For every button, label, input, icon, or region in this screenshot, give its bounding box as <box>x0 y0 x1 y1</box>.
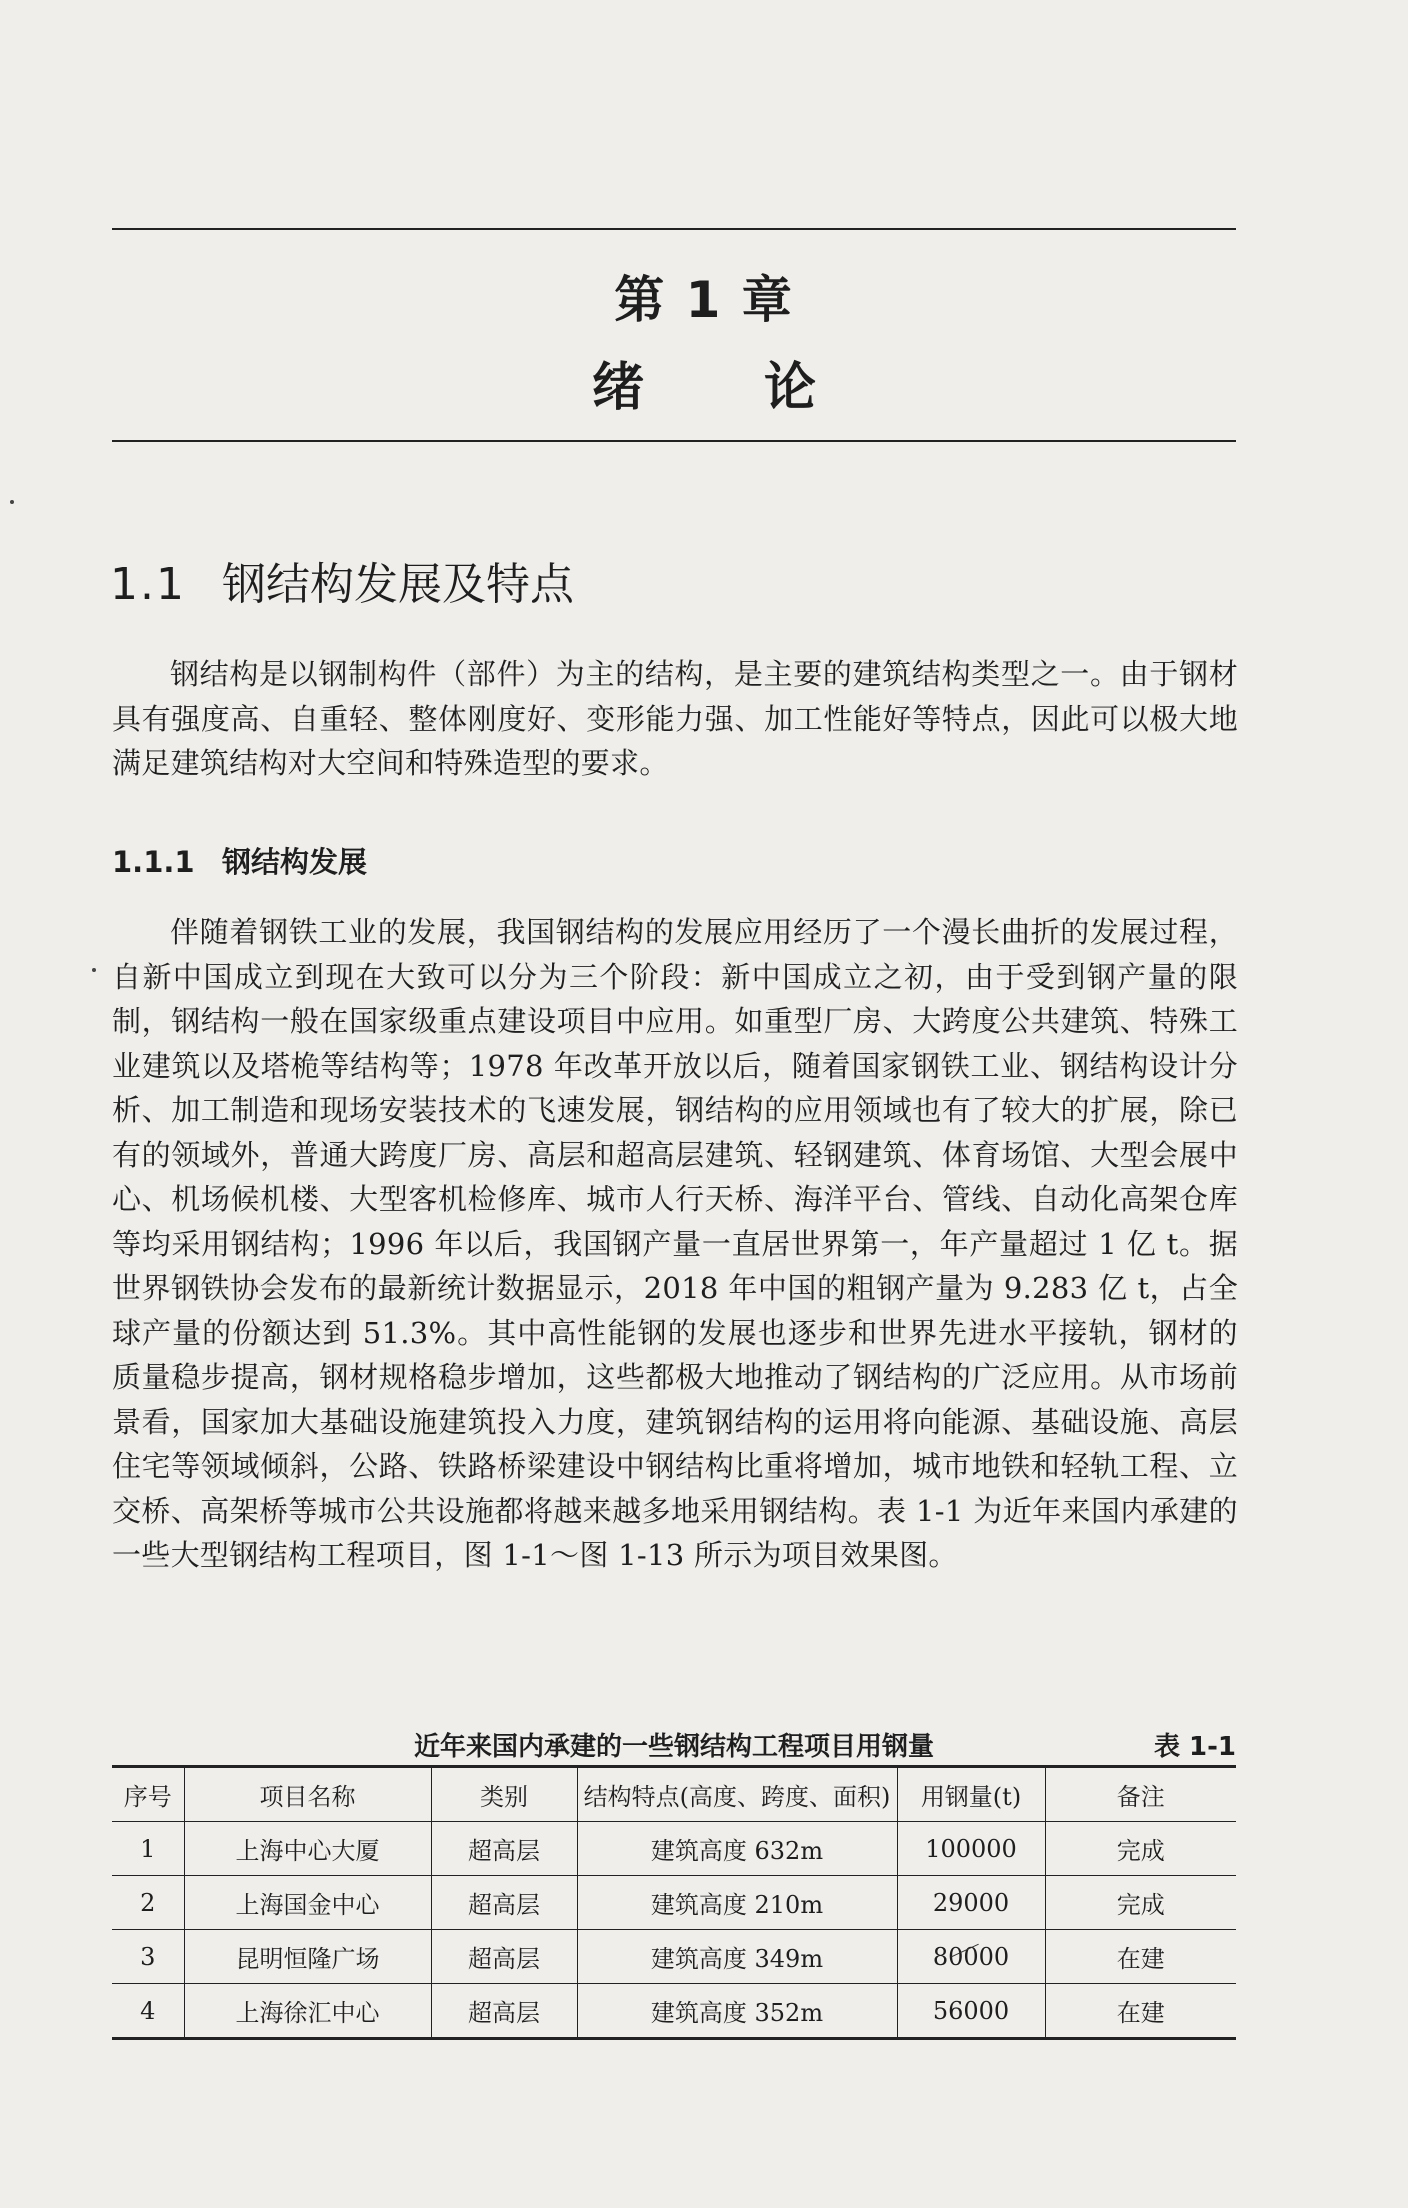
header-cell: 备注 <box>1045 1767 1236 1822</box>
intro-paragraph: 钢结构是以钢制构件（部件）为主的结构，是主要的建筑结构类型之一。由于钢材具有强度高、自重轻、整体刚度好、变形能力强、加工性能好等特点，因此可以极大地满足建筑结构对大空间和特殊造型的要求。 <box>112 657 1238 780</box>
body-paragraph: 伴随着钢铁工业的发展，我国钢结构的发展应用经历了一个漫长曲折的发展过程，自新中国成立到现在大致可以分为三个阶段：新中国成立之初，由于受到钢产量的限制，钢结构一般在国家级重点建设项目中应用。如重型厂房、大跨度公共建筑、特殊工业建筑以及塔桅等结构等；1978 年改革开放以后，随着国家钢铁工业、钢结构设计分析、加工制造和现场安装技术的飞速发展，钢结构的应用领域也有了较大的扩展，除已有的领域外，普通大跨度厂房、高层和超高层建筑、轻钢建筑、体育场馆、大型会展中心、机场候机楼、大型客机检修库、城市人行天桥、海洋平台、管线、自动化高架仓库等均采用钢结构；1996 年以后，我国钢产量一直居世界第一，年产量超过 1 亿 t。据世界钢铁协会发布的最新统计数据显示，2018 年中国的粗钢产量为 9.283 亿 t，占全球产量的份额达到 51.3%。其中高性能钢的发展也逐步和世界先进水平接轨，钢材的质量稳步提高，钢材规格稳步增加，这些都极大地推动了钢结构的广泛应用。从市场前景看，国家加大基础设施建筑投入力度，建筑钢结构的运用将向能源、基础设施、高层住宅等领域倾斜，公路、铁路桥梁建设中钢结构比重将增加，城市地铁和轻轨工程、立交桥、高架桥等城市公共设施都将越来越多地采用钢结构。表 1-1 为近年来国内承建的一些大型钢结构工程项目，图 1-1～图 1-13 所示为项目效果图。 <box>112 915 1238 1572</box>
table-cell: 完成 <box>1045 1822 1236 1876</box>
table-cell: 完成 <box>1045 1876 1236 1930</box>
table-row <box>112 1822 1236 1876</box>
speck <box>92 968 96 972</box>
table-cell: 2 <box>112 1876 184 1930</box>
steel-usage-table <box>112 1765 1236 2040</box>
table-row <box>112 1930 1236 1984</box>
table-cell: 80000 <box>897 1930 1045 1984</box>
table-caption <box>112 1726 1236 1766</box>
table-cell: 100000 <box>897 1822 1045 1876</box>
table-cell: 3 <box>112 1930 184 1984</box>
table-cell: 上海国金中心 <box>184 1876 431 1930</box>
table-cell: 超高层 <box>431 1876 577 1930</box>
section-number: 1.1 <box>110 559 186 610</box>
top-rule <box>112 228 1236 230</box>
table-cell: 29000 <box>897 1876 1045 1930</box>
table-cell: 在建 <box>1045 1930 1236 1984</box>
table-cell: 超高层 <box>431 1822 577 1876</box>
subsection-number: 1.1.1 <box>112 845 195 879</box>
table-header-row <box>112 1767 1236 1822</box>
table-label: 表 1-1 <box>1153 1732 1236 1762</box>
table-title: 近年来国内承建的一些钢结构工程项目用钢量 <box>413 1732 934 1762</box>
table-cell: 超高层 <box>431 1984 577 2039</box>
header-cell: 项目名称 <box>184 1767 431 1822</box>
table-cell: 4 <box>112 1984 184 2039</box>
table-cell: 56000 <box>897 1984 1045 2039</box>
section-heading <box>110 548 574 612</box>
table-cell: 昆明恒隆广场 <box>184 1930 431 1984</box>
table-row <box>112 1984 1236 2039</box>
table-cell: 1 <box>112 1822 184 1876</box>
chapter-number: 第 1 章 <box>614 271 794 329</box>
table-cell: 建筑高度 632m <box>577 1822 897 1876</box>
header-cell: 结构特点(高度、跨度、面积) <box>577 1767 897 1822</box>
table-cell: 建筑高度 352m <box>577 1984 897 2039</box>
table-cell: 建筑高度 349m <box>577 1930 897 1984</box>
table-cell: 超高层 <box>431 1930 577 1984</box>
header-cell: 序号 <box>112 1767 184 1822</box>
table-cell: 上海徐汇中心 <box>184 1984 431 2039</box>
section-title: 钢结构发展及特点 <box>222 559 574 610</box>
bottom-rule <box>112 440 1236 442</box>
header-cell: 用钢量(t) <box>897 1767 1045 1822</box>
header-cell: 类别 <box>431 1767 577 1822</box>
table-cell: 上海中心大厦 <box>184 1822 431 1876</box>
subsection-title: 钢结构发展 <box>222 845 368 879</box>
table-row <box>112 1876 1236 1930</box>
speck <box>10 500 14 504</box>
table-cell: 在建 <box>1045 1984 1236 2039</box>
subsection-heading <box>112 840 367 881</box>
table-cell: 建筑高度 210m <box>577 1876 897 1930</box>
chapter-title: 绪论 <box>591 358 936 418</box>
